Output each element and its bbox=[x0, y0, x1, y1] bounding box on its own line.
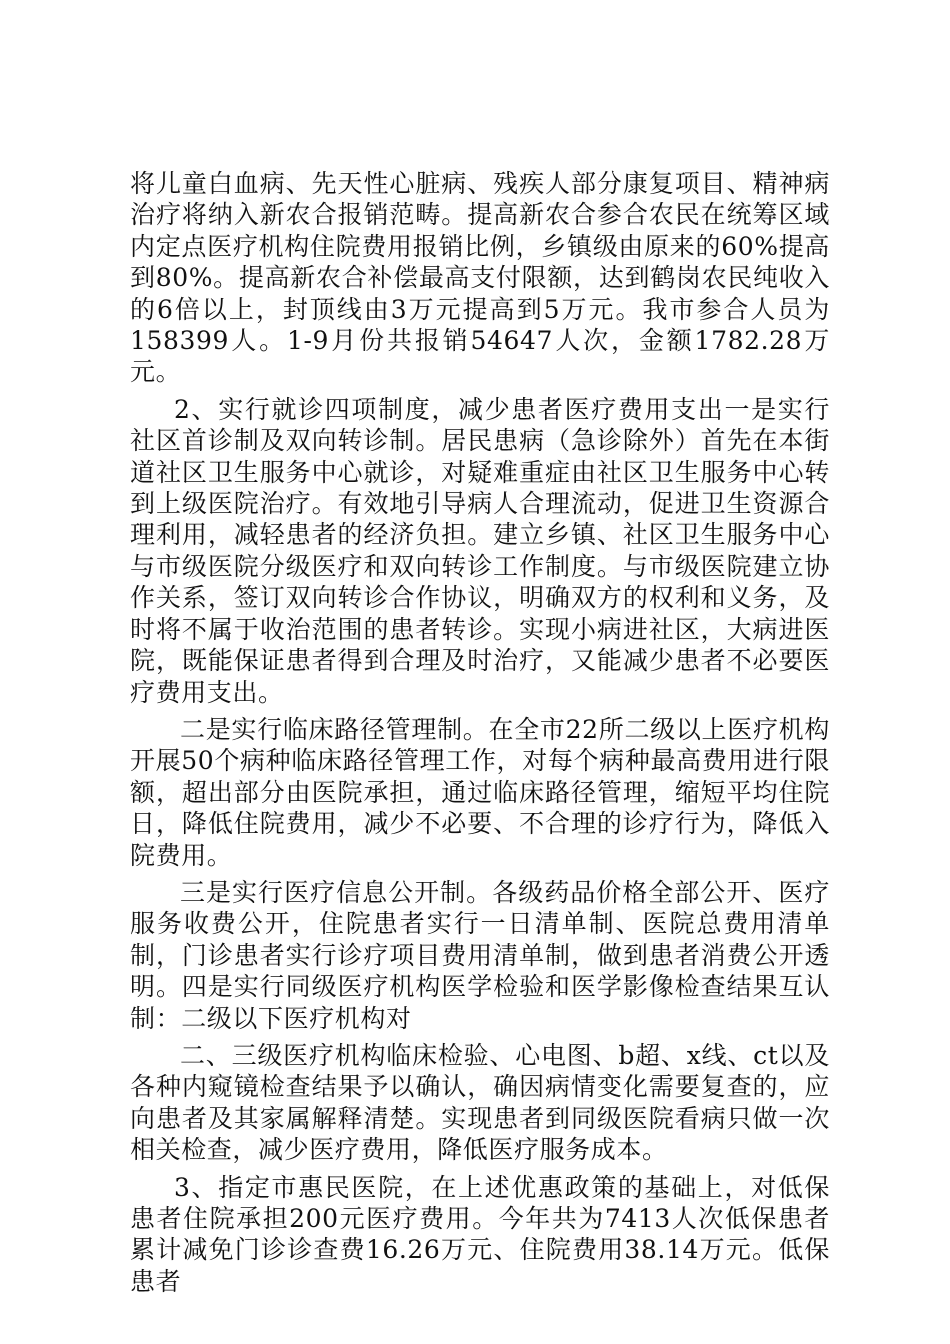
paragraph-ncms-coverage: 将儿童白血病、先天性心脏病、残疾人部分康复项目、精神病治疗将纳入新农合报销范畴。提高新农合参合农民在统筹区域内定点医疗机构住院费用报销比例，乡镇级由原来的60%提高到80%。提高新农合补偿最高支付限额，达到鹤岗农民纯收入的6倍以上，封顶线由3万元提高到5万元。我市参合人员为158399人。1-9月份共报销54647人次，金额1782.28万元。 bbox=[130, 169, 830, 387]
body-text bbox=[130, 168, 830, 1303]
paragraph-result-recognition: 二、三级医疗机构临床检验、心电图、b超、x线、ct以及各种内窥镜检查结果予以确认，确因病情变化需要复查的，应向患者及其家属解释清楚。实现患者到同级医院看病只做一次相关检查，减少医疗费用，降低医疗服务成本。 bbox=[130, 1040, 830, 1165]
paragraph-huimin-hospital: 3、指定市惠民医院，在上述优惠政策的基础上，对低保患者住院承担200元医疗费用。今年共为7413人次低保患者累计减免门诊诊查费16.26万元、住院费用38.14万元。低保患者 bbox=[130, 1172, 830, 1296]
paragraph-info-disclosure: 三是实行医疗信息公开制。各级药品价格全部公开、医疗服务收费公开，住院患者实行一日清单制、医院总费用清单制，门诊患者实行诊疗项目费用清单制，做到患者消费公开透明。四是实行同级医疗机构医学检验和医学影像检查结果互认制：二级以下医疗机构对 bbox=[130, 877, 830, 1033]
paragraph-clinical-pathway: 二是实行临床路径管理制。在全市22所二级以上医疗机构开展50个病种临床路径管理工作，对每个病种最高费用进行限额，超出部分由医院承担，通过临床路径管理，缩短平均住院日，降低住院费用，减少不必要、不合理的诊疗行为，降低入院费用。 bbox=[130, 714, 830, 870]
paragraph-four-systems: 2、实行就诊四项制度，减少患者医疗费用支出一是实行社区首诊制及双向转诊制。居民患病（急诊除外）首先在本街道社区卫生服务中心就诊，对疑难重症由社区卫生服务中心转到上级医院治疗。有效地引导病人合理流动，促进卫生资源合理利用，减轻患者的经济负担。建立乡镇、社区卫生服务中心与市级医院分级医疗和双向转诊工作制度。与市级医院建立协作关系，签订双向转诊合作协议，明确双方的权利和义务，及时将不属于收治范围的患者转诊。实现小病进社区，大病进医院，既能保证患者得到合理及时治疗，又能减少患者不必要医疗费用支出。 bbox=[130, 394, 830, 707]
